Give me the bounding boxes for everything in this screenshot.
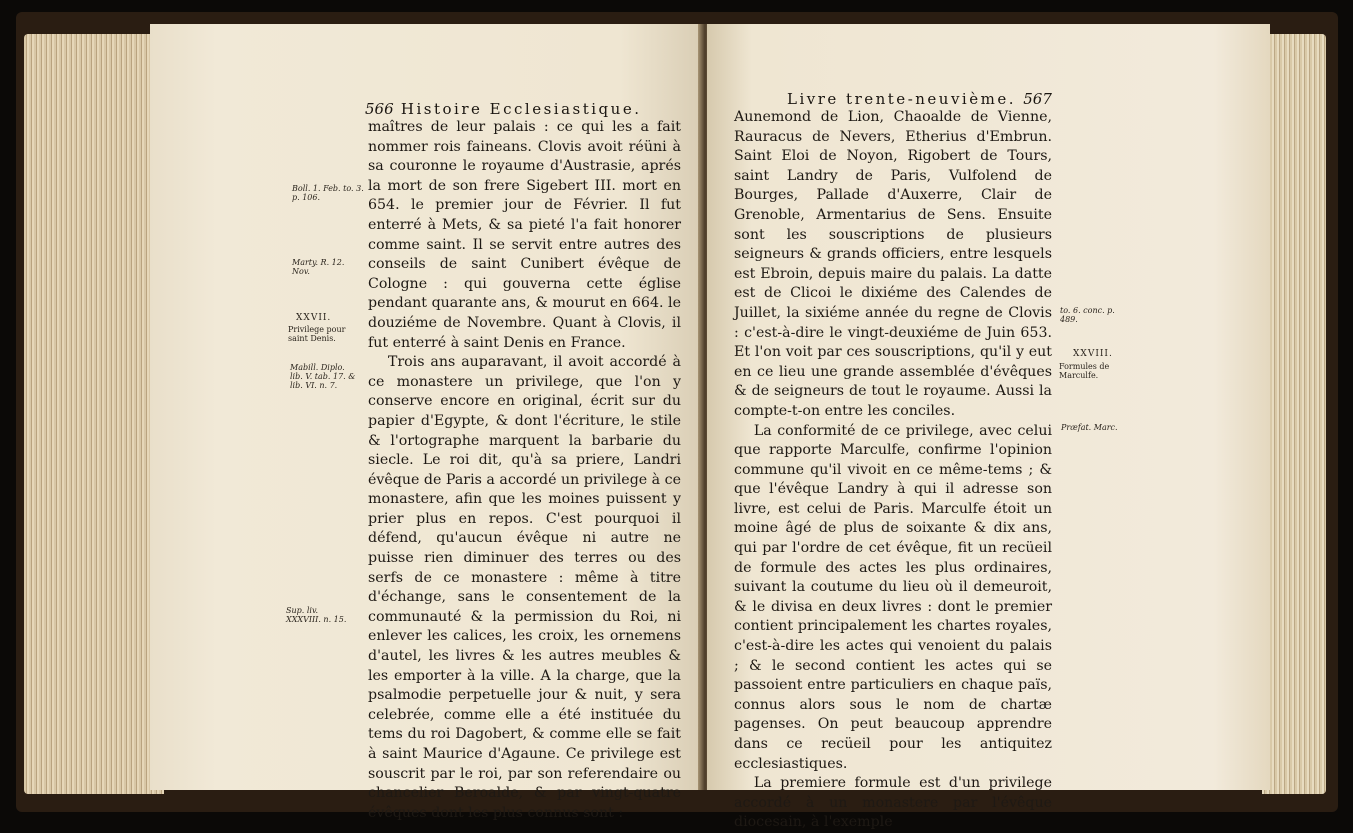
left-page-edges bbox=[24, 34, 164, 794]
margin-note: Marty. R. 12. Nov. bbox=[292, 258, 345, 276]
right-paragraph: Aunemond de Lion, Chaoalde de Vienne, Rauracus de Nevers, Etherius d'Embrun. Saint Eloi de Noyon, Rigobert de Tours, saint Landry de Paris, Vulfolend de Bourges, Pallade d'Auxerre, Clair de Grenoble, Armentarius de Sens. Ensuite sont les souscriptions de plusieurs seigneurs & grands officiers, entre lesquels est Ebroin, depuis maire du palais. La datte est de Clicoi le dixiéme des Calendes de Juillet, la sixiéme année du regne de Clovis : c'est-à-dire le vingt-deuxiéme de Juin 653. Et l'on voit par ces souscriptions, qu'il y eut en ce lieu une grande assemblée d'évêques & de seigneurs de tout le royaume. Aussi la compte-t-on entre les conciles. bbox=[734, 109, 1052, 419]
left-page bbox=[150, 24, 703, 821]
right-page bbox=[707, 24, 1270, 831]
left-body-text bbox=[368, 118, 681, 823]
margin-note: Formules de Marculfe. bbox=[1059, 362, 1110, 380]
right-page-number: 567 bbox=[1023, 90, 1052, 108]
margin-note: XXVII. bbox=[296, 313, 332, 323]
margin-note: Sup. liv. XXXVIII. n. 15. bbox=[286, 606, 347, 624]
left-running-head bbox=[365, 100, 641, 118]
margin-note: to. 6. conc. p. 489. bbox=[1060, 306, 1115, 324]
right-paragraph: La conformité de ce privilege, avec celui que rapporte Marculfe, confirme l'opinion commune qu'il vivoit en ce même-tems ; & que l'évêque Landry à qui il adresse son livre, est celui de Paris. Marculfe étoit un moine âgé de plus de soixante & dix ans, qui par l'ordre de cet évêque, fit un recüeil de formule des actes les plus ordinaires, suivant la coutume du lieu où il demeuroit, & le divisa en deux livres : dont le premier contient principalement les chartes royales, c'est-à-dire les actes qui venoient du palais ; & le second contient les actes qui se passoient entre particuliers en chaque païs, connus alors sous le nom de chartæ pagenses. On peut beaucoup apprendre dans ce recüeil pour les antiquitez ecclesiastiques. bbox=[734, 422, 1052, 772]
margin-note: Privilege pour saint Denis. bbox=[288, 325, 346, 343]
margin-note: XXVIII. bbox=[1073, 349, 1113, 359]
right-page-edges bbox=[1262, 34, 1326, 794]
right-running-title: Livre trente-neuvième. bbox=[787, 90, 1016, 108]
left-paragraph: maîtres de leur palais : ce qui les a fait nommer rois faineans. Clovis avoit réüni à sa couronne le royaume d'Austrasie, aprés la mort de son frere Sigebert III. mort en 654. le premier jour de Février. Il fut enterré à Mets, & sa pieté l'a fait honorer comme saint. Il se servit entre autres des conseils de saint Cunibert évêque de Cologne : qui gouverna cette église pendant quarante ans, & mourut en 664. le douziéme de Novembre. Quant à Clovis, il fut enterré à saint Denis en France. bbox=[368, 119, 681, 351]
right-body-text bbox=[734, 108, 1052, 833]
margin-note: Mabill. Diplo. lib. V. tab. 17. & lib. VI. n. 7. bbox=[290, 363, 356, 390]
left-paragraph: Trois ans auparavant, il avoit accordé à ce monastere un privilege, que l'on y conserve encore en original, écrit sur du papier d'Egypte, & dont l'écriture, le stile & l'ortographe marquent la barbarie du siecle. Le roi dit, qu'à sa priere, Landri évêque de Paris a accordé un privilege à ce monastere, afin que les moines puissent y prier plus en repos. C'est pourquoi il défend, qu'aucun évêque ni autre ne puisse rien diminuer des terres ou des serfs de ce monastere : même à titre d'échange, sans le consentement de la communauté & la permission du Roi, ni enlever les calices, les croix, les ornemens d'autel, les livres & les autres meubles & les emporter à la ville. A la charge, que la psalmodie perpetuelle jour & nuit, y sera celebrée, comme elle a été instituée du tems du roi Dagobert, & comme elle se fait à saint Maurice d'Agaune. Ce privilege est souscrit par le roi, par son referendaire ou chancelier Beroalde, & par vingt-quatre évêques dont les plus connus sont : bbox=[368, 354, 681, 821]
margin-note: Boll. 1. Feb. to. 3. p. 106. bbox=[292, 184, 364, 202]
margin-note: Præfat. Marc. bbox=[1061, 423, 1118, 432]
left-running-title: Histoire Ecclesiastique. bbox=[400, 100, 642, 118]
right-paragraph: La premiere formule est d'un privilege accordé à un monastere par l'évêque diocesain, à l'exemple bbox=[734, 775, 1052, 831]
right-running-head bbox=[787, 90, 1052, 108]
left-page-number: 566 bbox=[365, 100, 394, 118]
